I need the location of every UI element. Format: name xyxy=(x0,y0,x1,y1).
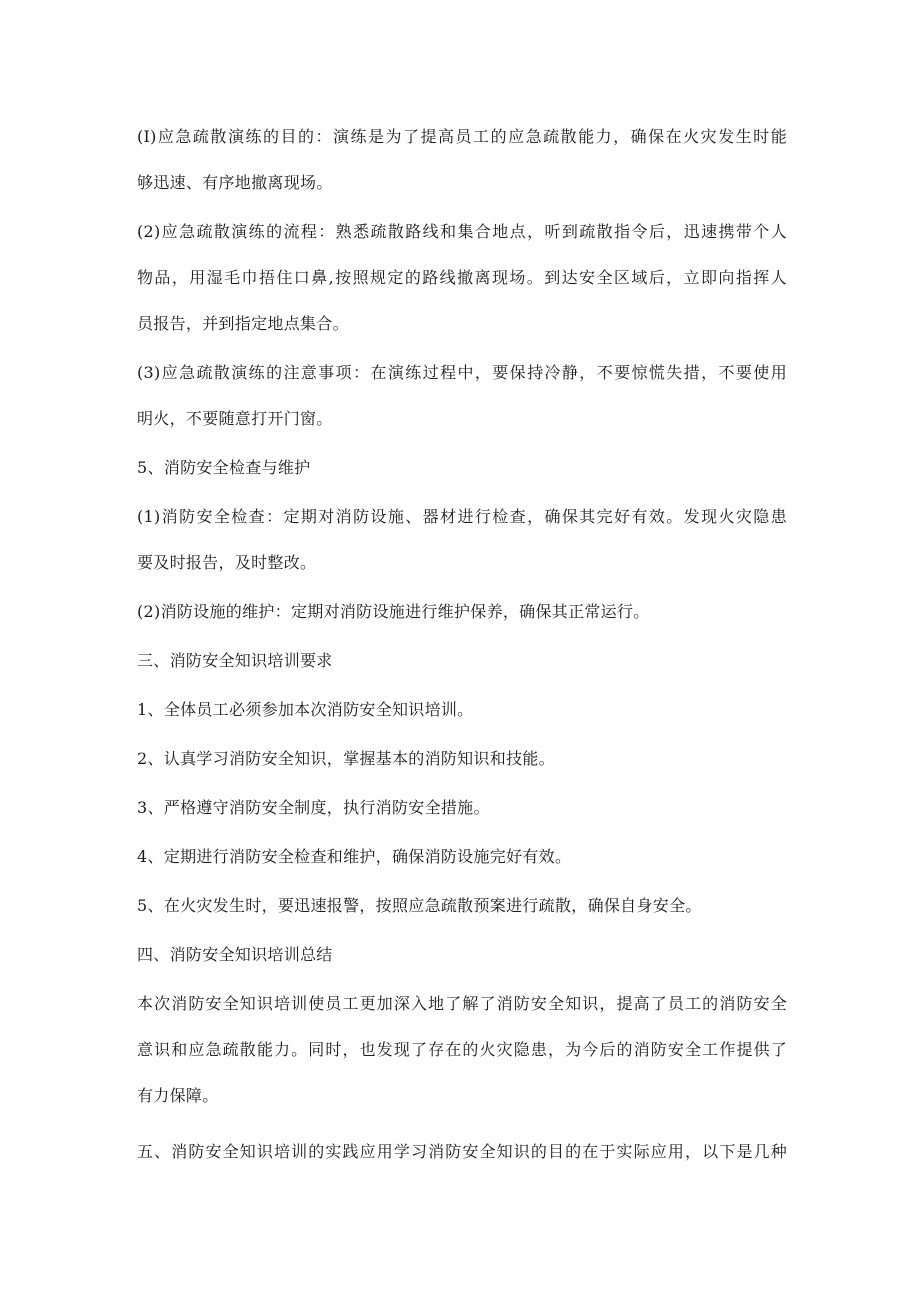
text-line-requirement-4: 4、定期进行消防安全检查和维护，确保消防设施完好有效。 xyxy=(137,847,572,866)
text-line-inspection-2: 要及时报告，及时整改。 xyxy=(137,553,317,572)
text-line-requirement-2: 2、认真学习消防安全知识，掌握基本的消防知识和技能。 xyxy=(137,749,555,768)
text-line-part-3-heading: 三、消防安全知识培训要求 xyxy=(137,651,333,670)
text-line-drill-notes-2: 明火，不要随意打开门窗。 xyxy=(137,409,333,428)
text-line-drill-purpose-1: (I)应急疏散演练的目的：演练是为了提高员工的应急疏散能力，确保在火灾发生时能 xyxy=(137,127,787,146)
text-line-drill-process-2: 物品，用湿毛巾捂住口鼻,按照规定的路线撤离现场。到达安全区域后，立即向指挥人 xyxy=(137,268,787,287)
text-line-summary-1: 本次消防安全知识培训使员工更加深入地了解了消防安全知识，提高了员工的消防安全 xyxy=(137,994,787,1013)
text-line-requirement-5: 5、在火灾发生时，要迅速报警，按照应急疏散预案进行疏散，确保自身安全。 xyxy=(137,896,702,915)
text-line-summary-3: 有力保障。 xyxy=(137,1086,219,1105)
text-line-drill-purpose-2: 够迅速、有序地撤离现场。 xyxy=(137,173,333,192)
text-line-part-5-1: 五、消防安全知识培训的实践应用学习消防安全知识的目的在于实际应用，以下是几种 xyxy=(137,1142,787,1161)
text-line-requirement-3: 3、严格遵守消防安全制度，执行消防安全措施。 xyxy=(137,798,490,817)
text-line-inspection-1: (1)消防安全检查：定期对消防设施、器材进行检查，确保其完好有效。发现火灾隐患 xyxy=(137,507,787,526)
text-line-maintenance-1: (2)消防设施的维护：定期对消防设施进行维护保养，确保其正常运行。 xyxy=(137,602,650,621)
text-line-section-5-heading: 5、消防安全检查与维护 xyxy=(137,458,311,477)
text-line-summary-2: 意识和应急疏散能力。同时，也发现了存在的火灾隐患，为今后的消防安全工作提供了 xyxy=(137,1040,787,1059)
text-line-part-4-heading: 四、消防安全知识培训总结 xyxy=(137,945,333,964)
text-line-drill-process-1: (2)应急疏散演练的流程：熟悉疏散路线和集合地点，听到疏散指令后，迅速携带个人 xyxy=(137,222,787,241)
text-line-drill-process-3: 员报告，并到指定地点集合。 xyxy=(137,314,349,333)
text-line-drill-notes-1: (3)应急疏散演练的注意事项：在演练过程中，要保持冷静，不要惊慌失措，不要使用 xyxy=(137,363,787,382)
text-line-requirement-1: 1、全体员工必须参加本次消防安全知识培训。 xyxy=(137,700,474,719)
